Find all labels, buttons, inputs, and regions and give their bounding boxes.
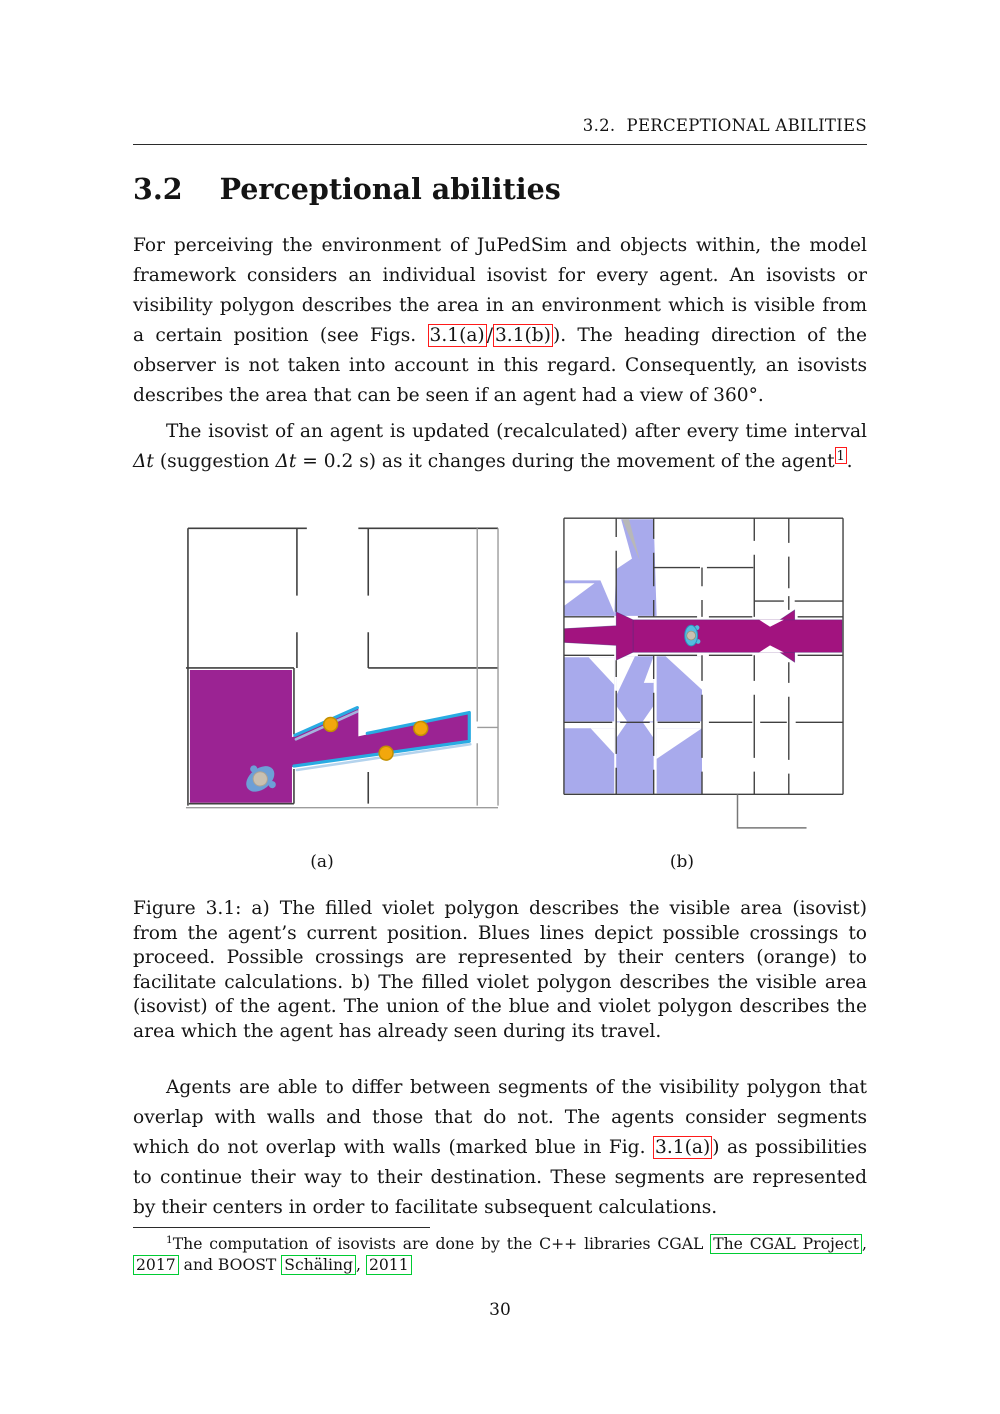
text-segment: 1 (166, 1233, 173, 1246)
text-segment: / (486, 325, 493, 346)
citation-link[interactable]: 2011 (366, 1255, 412, 1275)
text-segment: ). The heading direction of the observer is not taken into account in this regard. Consequently, an isovists describes the area that can be seen if an agent had a view of 360°. (133, 325, 867, 406)
ref-link[interactable]: 3.1(a) (655, 1137, 711, 1158)
figure-a-svg (183, 517, 500, 811)
text-segment: Agents are able to differ between segments of the visibility polygon that overlap with walls and those that do not. The agents consider segments which do not overlap with walls (marked blue in Fig. (133, 1077, 867, 1158)
text-segment: The isovist of an agent is updated (recalculated) after every time interval (166, 421, 867, 442)
text-segment: ) as possibilities to continue their way to their destination. These segments are represented by their centers in order to facilitate subsequent calculations. (133, 1137, 867, 1218)
text-segment: (suggestion (153, 451, 276, 472)
footnote (133, 1234, 867, 1275)
figure-b-label: (b) (669, 852, 695, 872)
figure-b-plot (559, 517, 845, 835)
text-segment: The computation of isovists are done by the C++ libraries CGAL (172, 1235, 711, 1253)
text-segment: , (356, 1255, 366, 1274)
paragraph-2 (133, 417, 867, 477)
isovist-polygon-a (190, 670, 470, 803)
paragraph-3 (133, 1073, 867, 1223)
running-header: 3.2. PERCEPTIONAL ABILITIES (582, 116, 867, 135)
ref-link[interactable]: 1 (836, 447, 845, 463)
exit-corridor-wall (738, 794, 807, 828)
page-number: 30 (489, 1300, 511, 1320)
section-number: 3.2 (133, 172, 183, 206)
text-segment: = 0.2 s) as it changes during the movement of the agent (296, 451, 835, 472)
crossing-center-dot-1 (324, 717, 338, 731)
figure-a-plot (183, 517, 500, 811)
figure-a-label: (a) (310, 852, 334, 872)
citation-link[interactable]: 2017 (133, 1255, 179, 1275)
text-segment: and BOOST (178, 1255, 282, 1274)
section-heading (133, 172, 867, 206)
crossing-center-dot-2 (379, 746, 393, 760)
text-segment: . (846, 451, 853, 472)
ref-link[interactable]: 3.1(b) (494, 325, 551, 346)
figure-caption: Figure 3.1: a) The filled violet polygon describes the visible area (isovist) from the agent’s current position. Blues lines depict possible crossings to proceed. Possible crossings are represented by their centers (orange) to facilitate calculations. b) The filled violet polygon describes the visible area (isovist) of the agent. The union of the blue and violet polygon describes the area which the agent has already seen during its travel. (133, 898, 867, 1042)
text-segment: Δt (275, 451, 297, 472)
footnote-rule (133, 1227, 430, 1228)
text-segment: For perceiving the environment of JuPedSim and objects within, the model framework considers an individual isovist for every agent. An isovists or visibility polygon describes the area in an environment which is visible from a certain position (see Figs. (133, 235, 867, 346)
crossing-center-dot-3 (414, 721, 428, 735)
isovist-polygon-b (564, 610, 842, 662)
header-rule (133, 144, 867, 145)
text-segment: Δt (133, 451, 154, 472)
citation-link[interactable]: The CGAL Project (710, 1234, 862, 1254)
citation-link[interactable]: Schäling (281, 1255, 356, 1275)
paragraph-1 (133, 231, 867, 411)
text-segment: , (862, 1235, 867, 1253)
section-title: Perceptional abilities (219, 172, 561, 206)
seen-area-polygons (564, 519, 702, 793)
figure-b-svg (559, 517, 845, 835)
ref-link[interactable]: 3.1(a) (429, 325, 485, 346)
